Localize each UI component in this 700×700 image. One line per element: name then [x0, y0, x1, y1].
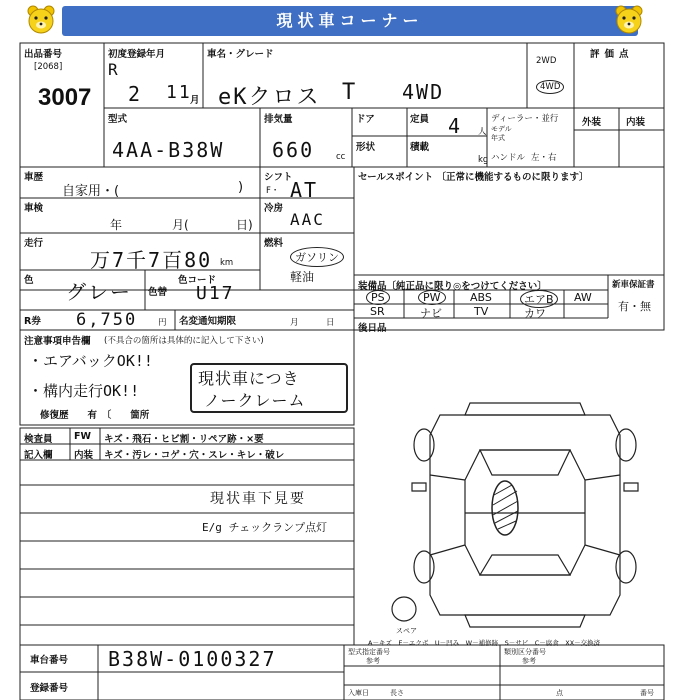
fuel-gas: ガソリン — [290, 247, 344, 267]
equip-tv: TV — [474, 305, 489, 318]
usage-label: 車歴 — [24, 172, 44, 183]
equip-pw: PW — [418, 290, 446, 305]
page-title: 現状車コーナー — [62, 6, 638, 36]
displacement-unit: cc — [336, 152, 346, 162]
model-value: 4AA-B38W — [112, 138, 225, 162]
displacement-value: 660 — [272, 138, 315, 162]
br-l3: 類別区分番号 — [504, 648, 546, 656]
usage-close: ) — [238, 180, 244, 195]
model-label: 型式 — [108, 114, 128, 125]
fuel-label: 燃料 — [264, 238, 284, 249]
ac-value: AAC — [290, 210, 325, 229]
br-l7: 点 — [556, 689, 563, 697]
equip-airbag: エアB — [520, 290, 558, 308]
car-damage-diagram — [380, 395, 670, 635]
capacity-unit: 人 — [478, 127, 487, 137]
equip-navi: ナビ — [420, 307, 442, 320]
br-l4: 参考 — [522, 657, 536, 665]
usage-value: 自家用・( — [62, 184, 120, 199]
dealer-l3: 年式 — [491, 134, 505, 142]
equipment-label: 装備品〔純正品に限り◎をつけてください〕 — [358, 281, 547, 292]
rating-ext: 外装 — [582, 117, 602, 128]
stamp-line2: ノークレーム — [204, 391, 306, 410]
inspection-label: 車検 — [24, 203, 44, 214]
transfer-month: 月 — [290, 318, 299, 328]
dealer-l1: ディーラー・並行 — [491, 114, 559, 124]
load-label: 積載 — [410, 142, 430, 153]
inspection-year: 年 — [110, 218, 123, 232]
notes-line1: ・エアバックOK!! — [28, 352, 153, 370]
aftermarket-label: 後日品 — [358, 323, 387, 334]
inspector-label-2: 記入欄 — [24, 450, 53, 461]
inspector-fw: FW — [74, 431, 91, 442]
car-drive: 4WD — [402, 80, 445, 104]
notes-line2: ・構内走行OK!! — [28, 382, 140, 400]
mileage-unit: km — [220, 258, 234, 268]
sale-points-label: セールスポイント 〔正常に機能するものに限ります〕 — [358, 172, 589, 183]
car-rear-window — [480, 555, 570, 575]
reg-label: 登録番号 — [30, 683, 69, 694]
warranty-label: 新車保証書 — [612, 280, 655, 290]
first-reg-label: 初度登録年月 — [108, 49, 166, 60]
inspection-day: 日) — [236, 218, 253, 232]
wheel-rear-right — [616, 551, 636, 583]
car-grade: T — [342, 80, 358, 105]
drive-4wd: 4WD — [536, 80, 564, 94]
inspector-row2: キズ・汚レ・コゲ・穴・スレ・キレ・破レ — [104, 450, 285, 461]
shift-value: AT — [290, 178, 319, 202]
warranty-value: 有・無 — [618, 300, 651, 313]
front-bumper — [465, 403, 585, 415]
inspector-label-1: 検査員 — [24, 434, 53, 445]
drive-2wd: 2WD — [536, 56, 557, 66]
br-l6: 長さ — [390, 689, 404, 697]
load-unit: kg — [478, 155, 489, 165]
recycle-unit: 円 — [158, 318, 167, 328]
equip-abs: ABS — [470, 291, 492, 304]
color-code-label: 色コード — [178, 275, 217, 286]
wheel-front-left — [414, 429, 434, 461]
br-l8: 番号 — [640, 689, 654, 697]
car-windshield — [480, 450, 570, 475]
color-label: 色 — [24, 275, 34, 286]
door-label: ドア — [356, 114, 375, 125]
capacity-label: 定員 — [410, 114, 430, 125]
transfer-day: 日 — [326, 318, 335, 328]
fuel-diesel: 軽油 — [290, 270, 315, 284]
inspector-note-1: 現状車下見要 — [210, 491, 306, 507]
first-reg-month-unit: 月 — [190, 95, 200, 106]
ac-label: 冷房 — [264, 203, 284, 214]
shape-label: 形状 — [356, 142, 376, 153]
car-label: 車名・グレード — [207, 49, 274, 60]
inspector-note-2: E/g チェックランプ点灯 — [202, 521, 328, 534]
br-l1: 型式指定番号 — [348, 648, 390, 656]
color-value: グレー — [66, 280, 132, 304]
br-l5: 入庫日 — [348, 689, 369, 697]
dealer-l4: ハンドル — [491, 153, 526, 163]
lot-number: 3007 — [38, 84, 92, 111]
color-tone-label: 色替 — [148, 287, 168, 298]
notes-sub: (不具合の箇所は具体的に記入して下さい) — [104, 336, 264, 346]
dealer-l5: 左・右 — [531, 153, 557, 163]
shift-label: シフト — [264, 172, 293, 183]
br-l2: 参考 — [366, 657, 380, 665]
recycle-value: 6,750 — [76, 310, 138, 330]
inspector-row1: キズ・飛石・ヒビ割・リペア跡・×要 — [104, 434, 264, 445]
equip-leather: カワ — [524, 307, 546, 320]
capacity-value: 4 — [448, 114, 463, 138]
chassis-label: 車台番号 — [30, 655, 69, 666]
damage-legend: A－キズ E－エクボ U－凹み W－補修跡 S－サビ C－腐食 XX－交換済 — [368, 639, 601, 647]
wheel-front-right — [616, 429, 636, 461]
first-reg-year: 2 — [128, 82, 143, 106]
lot-sub: [2068] — [34, 62, 63, 72]
chassis-value: B38W-0100327 — [108, 647, 277, 671]
inspection-month: 月( — [172, 218, 189, 232]
dealer-l2: モデル — [491, 125, 512, 133]
color-code: U17 — [196, 283, 235, 304]
inspector-interior: 内装 — [74, 450, 94, 461]
equip-aw: AW — [574, 291, 592, 304]
mileage-label: 走行 — [24, 238, 44, 249]
rear-bumper — [465, 615, 585, 627]
car-body-outline — [430, 415, 620, 615]
equip-ps: PS — [366, 290, 390, 305]
repair-history: 修復歴 有 〔 箇所 — [40, 410, 150, 421]
mileage-value: 万7千7百80 — [90, 248, 213, 272]
first-reg-era: R — [108, 60, 120, 79]
equip-sr: SR — [370, 305, 385, 318]
car-name: eKクロス — [218, 85, 321, 110]
first-reg-month: 11 — [166, 82, 192, 103]
displacement-label: 排気量 — [264, 114, 293, 125]
recycle-label: R券 — [24, 316, 41, 327]
notes-label: 注意事項申告欄 — [24, 336, 91, 347]
wheel-rear-left — [414, 551, 434, 583]
spare-label: スペア — [396, 627, 417, 635]
rating-label: 評価点 — [590, 49, 634, 60]
spare-tire — [392, 597, 416, 621]
rating-int: 内装 — [626, 117, 646, 128]
stamp-line1: 現状車につき — [198, 369, 300, 388]
transfer-label: 名変通知期限 — [179, 316, 237, 327]
shift-prefix: F・ — [266, 186, 280, 196]
lot-label: 出品番号 — [24, 49, 63, 60]
